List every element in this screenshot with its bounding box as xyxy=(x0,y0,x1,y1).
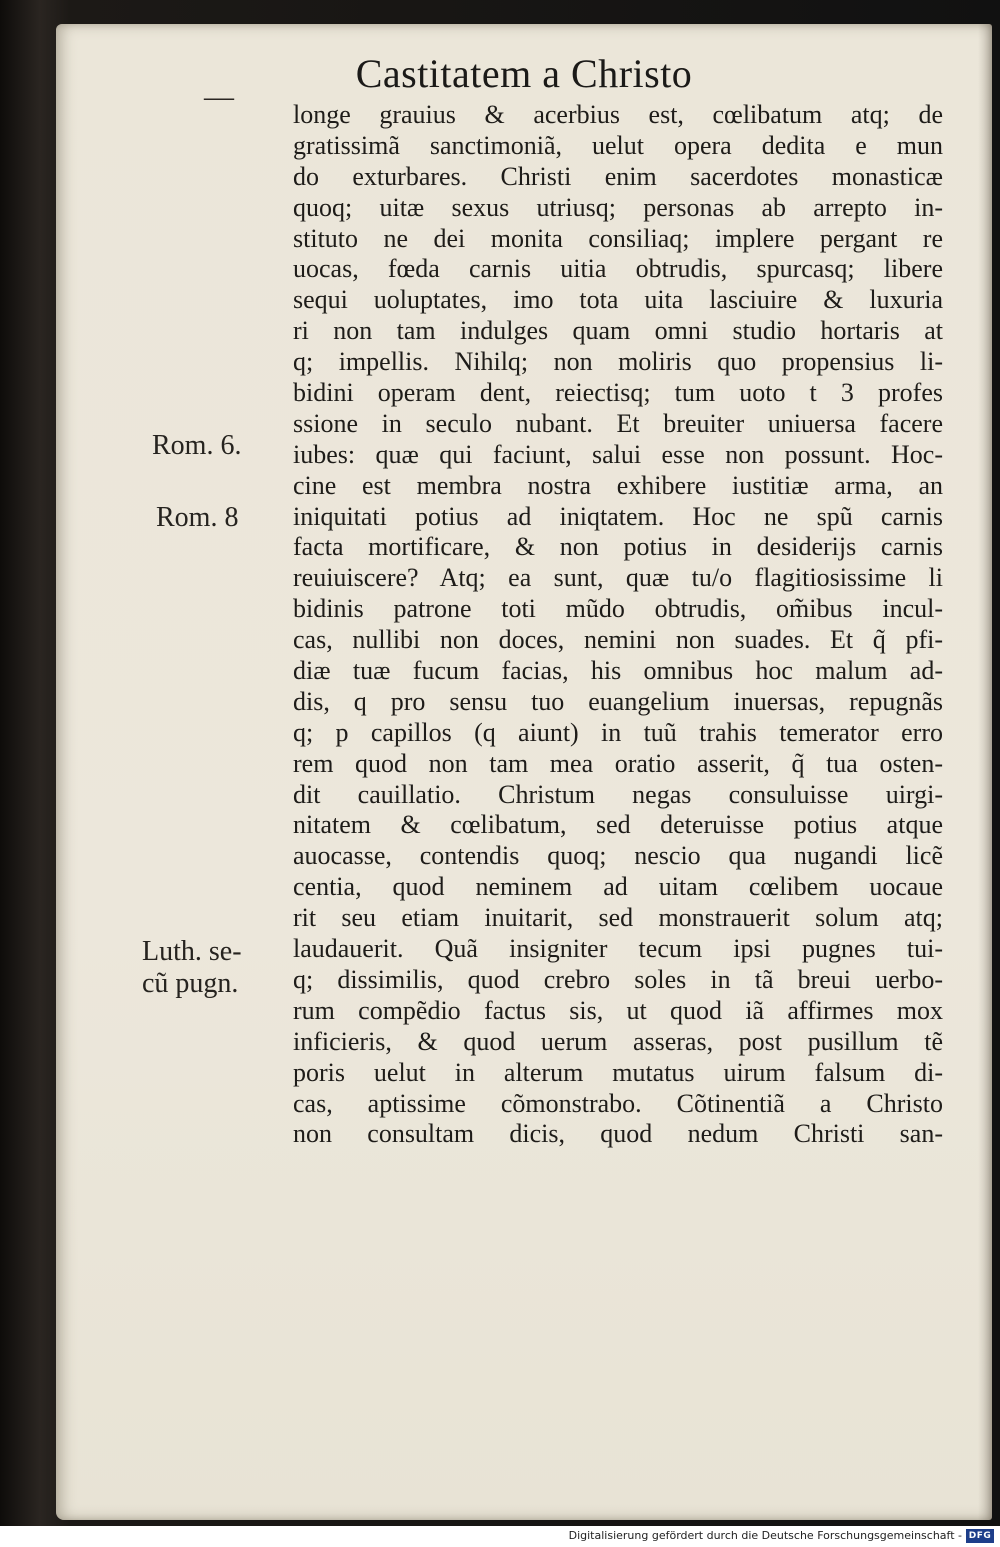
text-line: cine est membra nostra exhibere iustitiæ arma, an xyxy=(293,470,943,500)
page-edge-shadow xyxy=(978,24,992,1520)
text-line: cas, aptissime cõmonstrabo. Cõtinentiã a Christo xyxy=(293,1088,943,1118)
text-line: uocas, fœda carnis uitia obtrudis, spurcasq; libere xyxy=(293,254,943,284)
margin-note-rom8 xyxy=(156,502,238,534)
text-line: q; p capillos (q aiunt) in tuũ trahis temerator erro xyxy=(293,717,943,747)
margin-note-line: cũ pugn. xyxy=(142,968,239,999)
text-line: rit seu etiam inuitarit, sed monstrauerit solum atq; xyxy=(293,903,943,933)
text-line: bidinis patrone toti mũdo obtrudis, om̃ibus incul- xyxy=(293,594,943,624)
text-line: diæ tuæ fucum facias, his omnibus hoc malum ad- xyxy=(293,656,943,686)
dfg-logo-icon: DFG xyxy=(966,1529,994,1543)
text-line: nitatem & cœlibatum, sed deteruisse potius atque xyxy=(293,810,943,840)
text-line: gratissimã sanctimoniã, uelut opera dedita e mun xyxy=(293,130,943,160)
text-line: dit cauillatio. Christum negas consuluisse uirgi- xyxy=(293,779,943,809)
body-text xyxy=(293,100,943,1150)
margin-note-luth xyxy=(142,936,242,1000)
text-line: poris uelut in alterum mutatus uirum falsum di- xyxy=(293,1057,943,1087)
text-line: dis, q pro sensu tuo euangelium inuersas, repugnãs xyxy=(293,686,943,716)
text-line: centia, quod neminem ad uitam cœlibem uocaue xyxy=(293,872,943,902)
footer-credit: Digitalisierung gefördert durch die Deutsche Forschungsgemeinschaft - xyxy=(568,1529,962,1542)
margin-note-rom6 xyxy=(152,430,241,462)
book-page xyxy=(56,24,992,1520)
text-line: rum compẽdio factus sis, ut quod iã affirmes mox xyxy=(293,995,943,1025)
text-line: ssione in seculo nubant. Et breuiter uniuersa facere xyxy=(293,408,943,438)
text-line: inficieris, & quod uerum asseras, post pusillum tẽ xyxy=(293,1026,943,1056)
text-line: non consultam dicis, quod nedum Christi san- xyxy=(293,1119,943,1149)
text-line: quoq; uitæ sexus utriusq; personas ab arrepto in- xyxy=(293,192,943,222)
running-head: Castitatem a Christo xyxy=(355,51,693,96)
text-line: sequi uoluptates, imo tota uita lasciuire & luxuria xyxy=(293,285,943,315)
text-line: longe grauius & acerbius est, cœlibatum atq; de xyxy=(293,100,943,129)
text-line: q; dissimilis, quod crebro soles in tã breui uerbo- xyxy=(293,964,943,994)
margin-note-line: Rom. 8 xyxy=(156,502,239,533)
text-line: facta mortificare, & non potius in desiderijs carnis xyxy=(293,532,943,562)
margin-note-line: Rom. 6. xyxy=(152,430,242,461)
text-line: do exturbares. Christi enim sacerdotes monasticæ xyxy=(293,161,943,191)
text-line: cas, nullibi non doces, nemini non suades. Et q̃ pfi- xyxy=(293,625,943,655)
dash-mark: — xyxy=(204,80,234,113)
margin-note-line: Luth. se- xyxy=(142,936,242,967)
text-line: iubes: quæ qui faciunt, salui esse non possunt. Hoc- xyxy=(293,439,943,469)
text-line: laudauerit. Quã insigniter tecum ipsi pugnes tui- xyxy=(293,934,943,964)
text-line: ri non tam indulges quam omni studio hortaris at xyxy=(293,316,943,346)
text-line: q; impellis. Nihilq; non moliris quo propensius li- xyxy=(293,347,943,377)
text-line: reuiuiscere? Atq; ea sunt, quæ tu/o flagitiosissime li xyxy=(293,563,943,593)
text-line: iniquitati potius ad iniqtatem. Hoc ne spũ carnis xyxy=(293,501,943,531)
text-line: rem quod non tam mea oratio asserit, q̃ tua osten- xyxy=(293,748,943,778)
text-line: auocasse, contendis quoq; nescio qua nugandi licẽ xyxy=(293,841,943,871)
footer-bar xyxy=(0,1526,1000,1547)
text-line: bidini operam dent, reiectisq; tum uoto t 3 profes xyxy=(293,378,943,408)
text-line: stituto ne dei monita consiliaq; implere pergant re xyxy=(293,223,943,253)
